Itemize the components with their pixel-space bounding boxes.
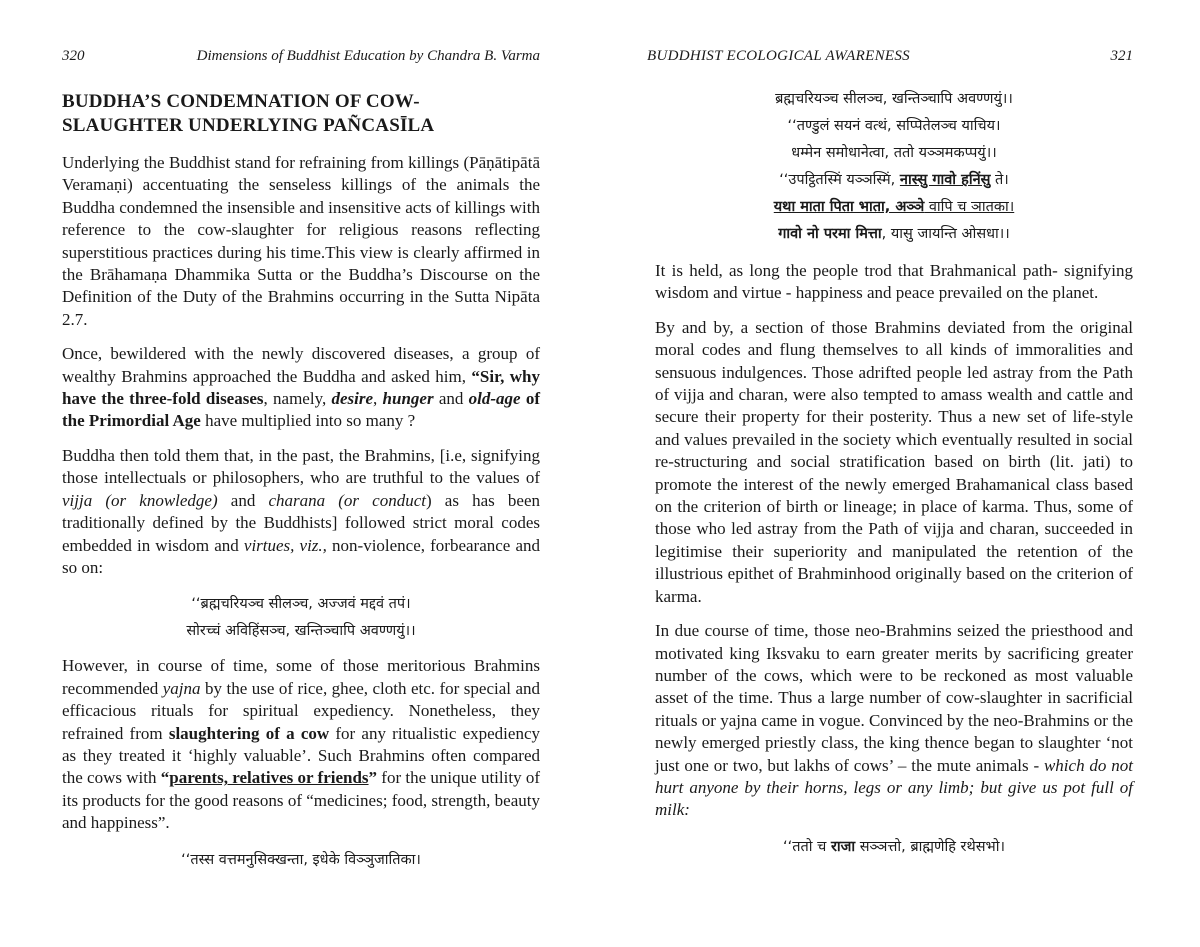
verse-line: ‘‘तण्डुलं सयनं वत्थं, सप्पितेलञ्च याचिय। — [787, 118, 1001, 134]
bold-italic-text: old-age — [468, 389, 521, 409]
italic-text: vijja (or knowledge) — [62, 490, 218, 510]
text-run: Buddha then told them that, in the past, the Brahmins, [i.e, signifying those intellectuals or philosophers, who are truthful to the values of — [62, 445, 540, 488]
bold-text: “Sir, why have the three-fold diseases — [62, 366, 540, 409]
right-page — [647, 0, 1133, 947]
bold-text: “ — [160, 768, 170, 788]
underlined-text: वापि च ञातका। — [924, 199, 1015, 215]
paragraph — [62, 655, 540, 834]
underlined-bold-text: parents, relatives or friends — [169, 768, 369, 788]
verse-line — [655, 834, 1133, 861]
verse-line: सोरच्चं अविहिंसञ्च, खन्तिञ्चापि अवण्णयुं।। — [186, 623, 416, 640]
italic-text: yajna — [162, 678, 201, 698]
verse-line: ‘‘ब्रह्मचरियञ्च सीलञ्च, अज्जवं मद्दवं तपं। — [191, 596, 411, 613]
text-run: Once, bewildered with the newly discovered diseases, a group of wealthy Brahmins approached the Buddha and asked him, — [62, 344, 540, 386]
pali-verse — [62, 591, 540, 645]
text-run: non-violence, forbearance and so on: — [62, 535, 540, 577]
verse-line — [655, 194, 1133, 221]
bold-text: राजा — [830, 838, 856, 855]
text-run: ते। — [990, 172, 1009, 188]
pali-verse — [655, 834, 1133, 861]
text-run: ) as has been traditionally defined by the Buddhists] followed strict moral codes embedded in wisdom and — [62, 490, 540, 555]
italic-text: virtues, viz., — [243, 535, 327, 555]
verse-line — [655, 167, 1133, 194]
bold-text: गावो नो परमा मित्ता — [778, 226, 882, 242]
text-run: by the use of rice, ghee, cloth etc. for special and efficacious rituals for spiritual expediency. Nonetheless, they refrained from — [62, 678, 540, 743]
underlined-bold-text: नास्सु गावो हनिंसु — [899, 172, 991, 188]
running-head: Dimensions of Buddhist Education by Chandra B. Varma — [196, 48, 540, 64]
text-run: ‘‘ततो च — [783, 838, 831, 855]
page-number: 320 — [62, 48, 85, 64]
right-page-header — [647, 48, 1133, 70]
text-run: , — [373, 389, 383, 409]
verse-line: ‘‘तस्स वत्तमनुसिक्खन्ता, इधेके विञ्ञुजातिका। — [181, 851, 421, 868]
text-run: for any ritualistic expediency as they treated it ‘highly valuable’. Such Brahmins often compared the cows with — [62, 723, 540, 788]
bold-text: ” — [368, 768, 378, 788]
pali-verse — [655, 86, 1133, 248]
paragraph — [62, 343, 540, 433]
text-run: ‘‘उपट्ठितस्मिं यञ्ञस्मिं, — [779, 172, 900, 188]
paragraph: Underlying the Buddhist stand for refraining from killings (Pāṇātipātā Veramaṇi) accentuating the senseless killings of the animals the Buddha condemned the insensible and insensitive acts of killings with reference to the cow-slaughter for religious reasons reflecting superstitious practices during his time.This view is clearly affirmed in the Brāhamaṇa Dhammika Sutta or the Buddha’s Discourse on the Definition of the Duty of the Brahmins occurring in the Sutta Nipāta 2.7. — [62, 153, 540, 329]
bold-text: of the Primordial Age — [62, 389, 541, 431]
verse-line — [655, 221, 1133, 248]
bold-italic-text: hunger — [382, 389, 434, 409]
text-run: have multiplied into so many ? — [200, 411, 416, 431]
bold-italic-text: desire — [331, 389, 374, 409]
left-page — [62, 0, 540, 947]
text-run: In due course of time, those neo-Brahmins seized the priesthood and motivated king Iksvaku to earn greater merits by sacrificing greater number of the cows, which were to be reckoned as most valuable asset of the time. Thus a large number of cow-slaughter in sacrificial rituals or yajna came in vogue. Convinced by the neo-Brahmins or the newly emerged priestly class, the king thence began to slaughter ‘not just one or two, but lakhs of cows’ – the mute animals - — [655, 621, 1133, 775]
paragraph — [655, 620, 1133, 822]
text-run: and — [433, 389, 469, 409]
left-page-header — [62, 48, 540, 70]
verse-line: धम्मेन समोधानेत्वा, ततो यञ्ञमकप्पयुं।। — [791, 145, 997, 161]
underlined-bold-text: यथा माता पिता भाता, अञ्ञे — [773, 199, 925, 215]
text-run: for the unique utility of its products for the good reasons of “medicines; food, strength, beauty and happiness”. — [62, 768, 541, 833]
text-run: , यासु जायन्ति ओसधा।। — [881, 226, 1010, 242]
text-run: सञ्ञत्तो, ब्राह्मणेहि रथेसभो। — [855, 838, 1005, 855]
pali-verse — [62, 847, 540, 874]
section-heading: BUDDHA’S CONDEMNATION OF COW-SLAUGHTER UNDERLYING PAÑCASĪLA — [62, 91, 435, 136]
bold-text: slaughtering of a cow — [168, 723, 330, 743]
text-run: , namely, — [263, 389, 332, 409]
paragraph — [62, 445, 540, 579]
paragraph: By and by, a section of those Brahmins deviated from the original moral codes and flung themselves to all kinds of immoralities and sensuous indulgences. Those adrifted people led astray from the Path of vijja and charan, were also tempted to amass wealth and cattle and secure their property for their posterity. Thus a new set of life-style and values prevailed in the society which eventually resulted in social re-structuring and social stratification based on birth (lit. jati) to promote the interest of the newly emerged Brahamanical class based on the criterion of birth or lineage; in place of karma. Thus, some of those who led astray from the Path of vijja and charan, succeeded in legitimise their superiority and manipulated the retention of the illustrious epithet of Brahminhood originally based on the criterion of karma. — [655, 317, 1133, 606]
right-page-body — [655, 86, 1133, 873]
page-number: 321 — [1110, 48, 1133, 64]
left-page-body — [62, 90, 540, 884]
paragraph: It is held, as long the people trod that Brahmanical path- signifying wisdom and virtue - happiness and peace prevailed on the planet. — [655, 261, 1133, 303]
verse-line: ब्रह्मचरियञ्च सीलञ्च, खन्तिञ्चापि अवण्णयुं।। — [775, 91, 1013, 107]
text-run: However, in course of time, some of those meritorious Brahmins recommended — [62, 656, 540, 698]
italic-text: charana (or conduct — [268, 490, 426, 510]
running-head: BUDDHIST ECOLOGICAL AWARENESS — [647, 48, 910, 64]
text-run: and — [217, 490, 269, 510]
italic-text: which do not hurt anyone by their horns, legs or any limb; but give us pot full of milk: — [655, 755, 1133, 820]
